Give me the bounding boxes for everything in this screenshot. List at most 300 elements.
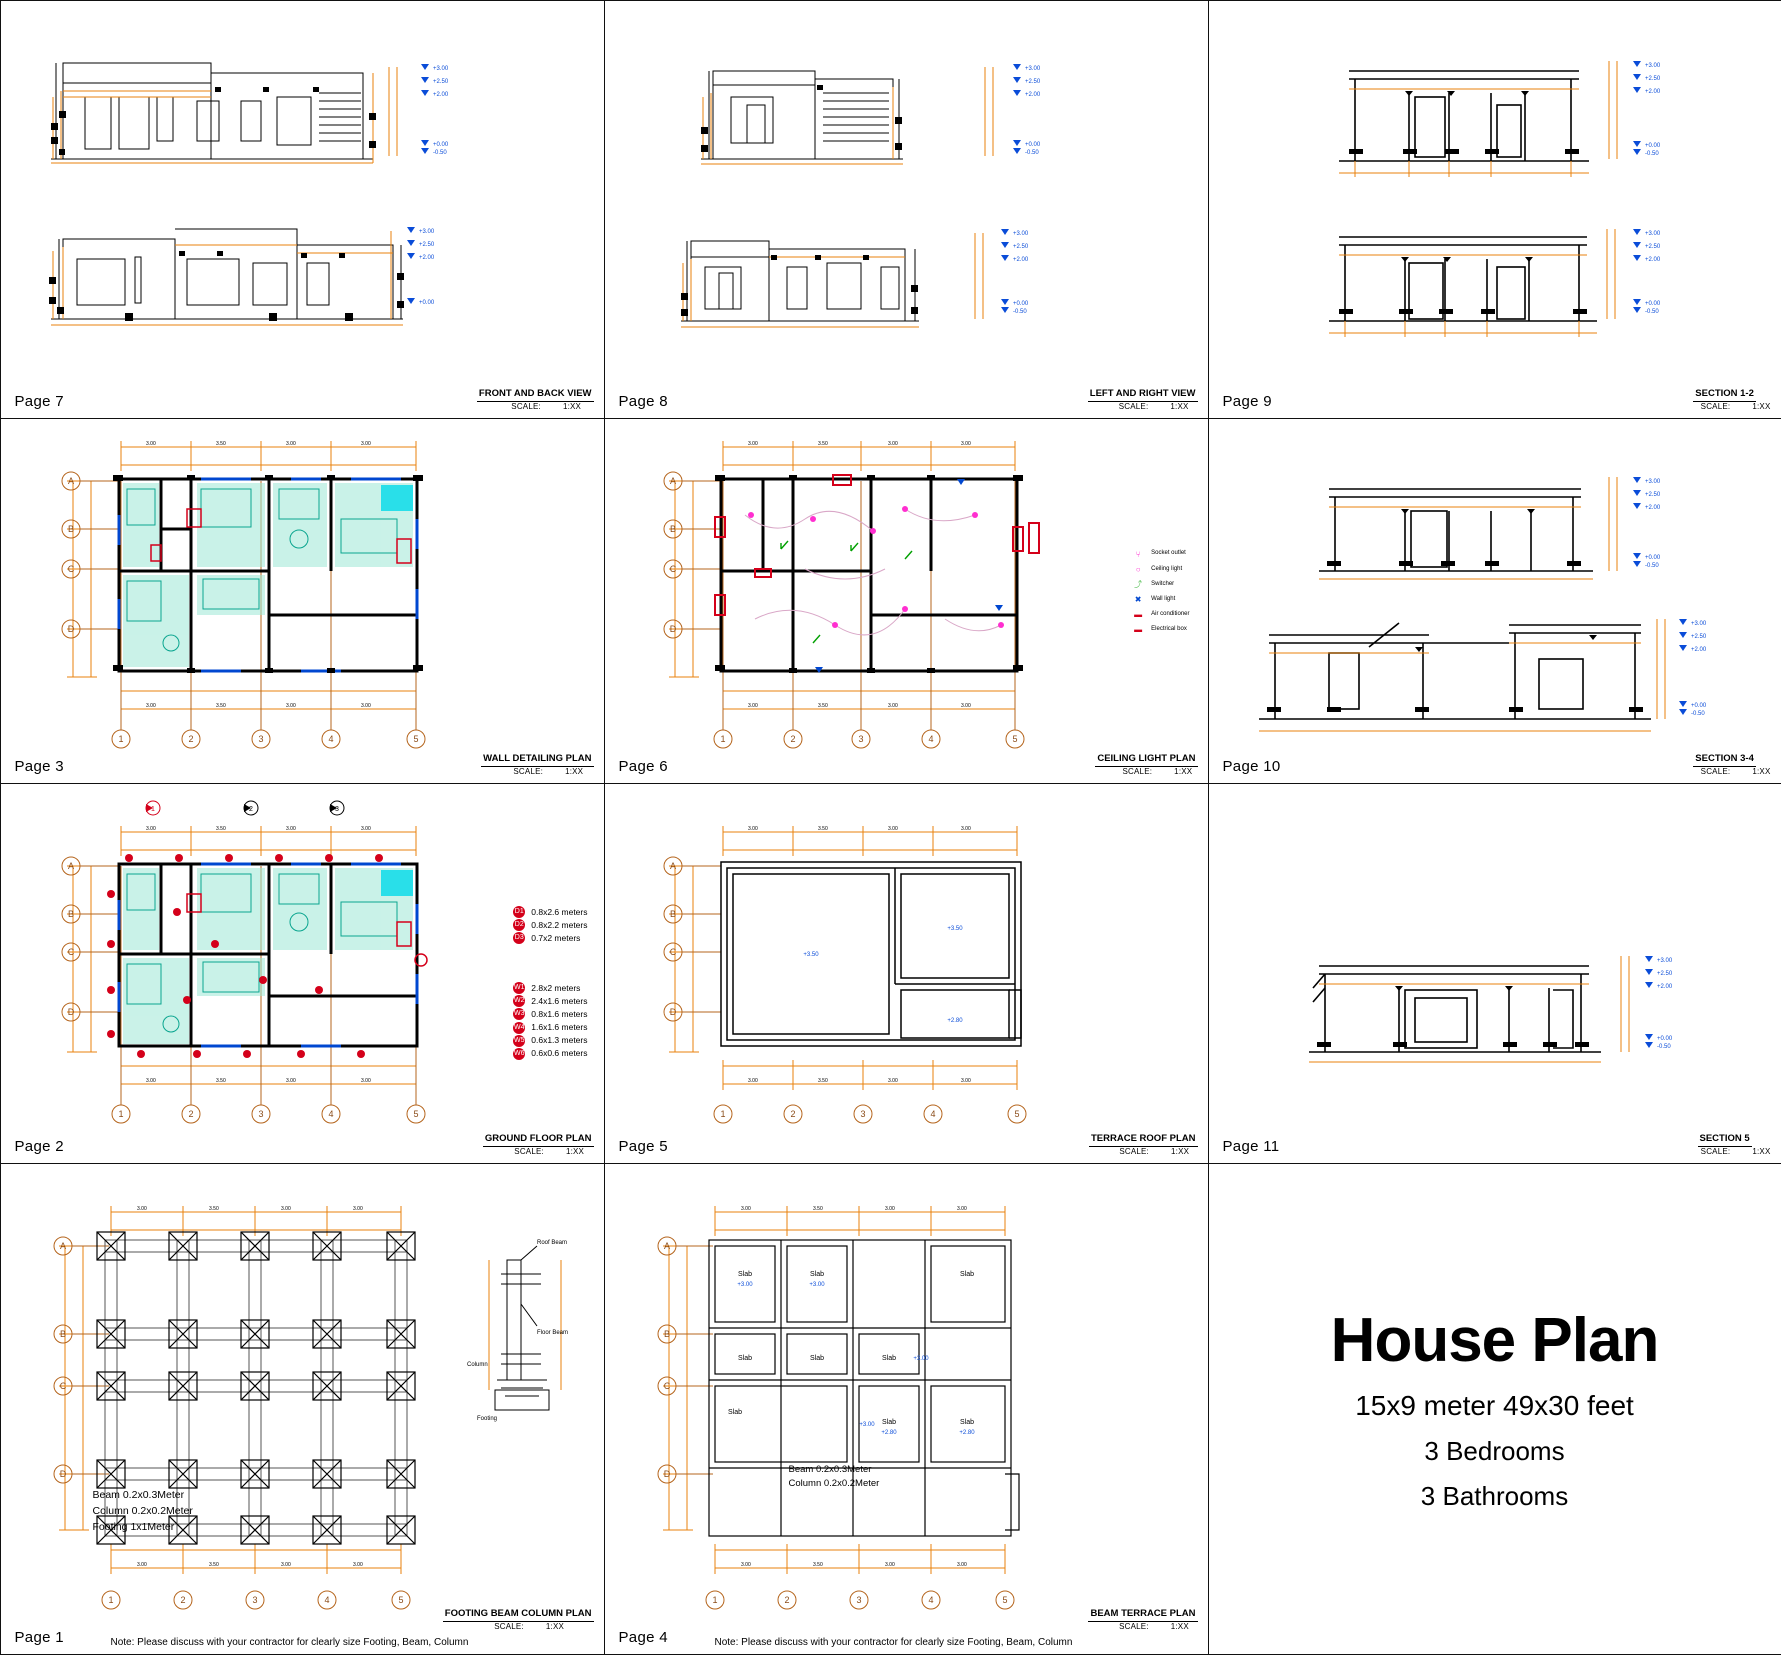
svg-text:4: 4 xyxy=(928,734,933,744)
svg-text:B: B xyxy=(59,1329,65,1339)
svg-text:+2.50: +2.50 xyxy=(1691,634,1707,640)
title-block xyxy=(1679,388,1771,412)
svg-text:3: 3 xyxy=(860,1109,865,1119)
svg-text:4: 4 xyxy=(328,734,333,744)
svg-text:2: 2 xyxy=(790,734,795,744)
svg-text:3.50: 3.50 xyxy=(818,441,828,447)
drawing-title: FOOTING BEAM COLUMN PLAN xyxy=(443,1608,594,1622)
svg-text:+0.00: +0.00 xyxy=(1657,1036,1673,1042)
svg-text:C: C xyxy=(669,564,676,574)
svg-text:+3.00: +3.00 xyxy=(1645,63,1661,69)
window-tag: W1 xyxy=(513,982,525,994)
scale-value: 1:XX xyxy=(566,1147,584,1156)
svg-text:3.00: 3.00 xyxy=(741,1562,751,1568)
window-tag: W5 xyxy=(513,1035,525,1047)
svg-text:3.00: 3.00 xyxy=(137,1562,147,1568)
svg-text:3.50: 3.50 xyxy=(209,1562,219,1568)
svg-text:3.00: 3.00 xyxy=(748,703,758,709)
svg-text:4: 4 xyxy=(324,1595,329,1605)
title-block xyxy=(483,1133,594,1157)
window-schedule-row xyxy=(513,1008,587,1021)
svg-text:D: D xyxy=(67,1007,74,1017)
title-block xyxy=(1088,1608,1197,1632)
door-tag: D2 xyxy=(513,919,525,931)
scale-label: SCALE: xyxy=(513,767,543,776)
front-and-back-elevation-drawing xyxy=(1,1,604,418)
svg-text:3.50: 3.50 xyxy=(216,1078,226,1084)
title-block xyxy=(477,388,594,412)
page-6[interactable] xyxy=(604,418,1209,784)
svg-text:3.00: 3.00 xyxy=(286,1078,296,1084)
svg-text:3.00: 3.00 xyxy=(361,826,371,832)
svg-text:Slab: Slab xyxy=(737,1355,751,1362)
svg-text:3.50: 3.50 xyxy=(818,826,828,832)
cover-size: 15x9 meter 49x30 feet xyxy=(1355,1390,1634,1422)
window-size: 2.4x1.6 meters xyxy=(531,995,587,1008)
legend-item xyxy=(1130,577,1189,592)
scale-label: SCALE: xyxy=(1701,767,1731,776)
window-tag: W2 xyxy=(513,995,525,1007)
window-schedule-row xyxy=(513,982,587,995)
svg-text:+3.50: +3.50 xyxy=(803,952,819,958)
svg-text:3.00: 3.00 xyxy=(748,826,758,832)
svg-text:3.00: 3.00 xyxy=(741,1206,751,1212)
svg-text:3.00: 3.00 xyxy=(281,1206,291,1212)
svg-text:2: 2 xyxy=(180,1595,185,1605)
scale-label: SCALE: xyxy=(511,402,541,411)
window-size: 2.8x2 meters xyxy=(531,982,580,995)
page-5[interactable] xyxy=(604,783,1209,1164)
svg-text:+3.00: +3.00 xyxy=(419,229,435,235)
svg-text:3.00: 3.00 xyxy=(961,703,971,709)
drawing-title: FRONT AND BACK VIEW xyxy=(477,388,594,402)
page-2[interactable] xyxy=(0,783,605,1164)
svg-text:3.00: 3.00 xyxy=(286,703,296,709)
svg-text:+2.00: +2.00 xyxy=(1025,92,1041,98)
beam-structural-notes xyxy=(789,1463,880,1492)
svg-text:+3.00: +3.00 xyxy=(913,1356,929,1362)
svg-text:A: A xyxy=(59,1241,65,1251)
svg-text:+2.50: +2.50 xyxy=(1013,244,1029,250)
svg-text:3.50: 3.50 xyxy=(209,1206,219,1212)
svg-text:+0.00: +0.00 xyxy=(1645,143,1661,149)
svg-text:-0.50: -0.50 xyxy=(1645,563,1659,569)
legend-label: Switcher xyxy=(1151,579,1174,590)
window-size: 0.8x1.6 meters xyxy=(531,1008,587,1021)
svg-text:B: B xyxy=(663,1329,669,1339)
svg-text:3.00: 3.00 xyxy=(353,1562,363,1568)
svg-text:Slab: Slab xyxy=(737,1271,751,1278)
svg-text:A: A xyxy=(663,1241,669,1251)
svg-text:4: 4 xyxy=(328,1109,333,1119)
door-schedule-row xyxy=(513,906,587,919)
svg-text:D: D xyxy=(67,624,74,634)
svg-text:D: D xyxy=(59,1469,66,1479)
drawing-title: SECTION 3-4 xyxy=(1693,753,1756,767)
svg-text:3.00: 3.00 xyxy=(146,441,156,447)
window-size: 0.6x0.6 meters xyxy=(531,1047,587,1060)
svg-text:C: C xyxy=(67,947,74,957)
svg-text:1: 1 xyxy=(712,1595,717,1605)
svg-text:1: 1 xyxy=(151,806,155,813)
scale-label: SCALE: xyxy=(1123,767,1153,776)
svg-text:3.00: 3.00 xyxy=(748,1078,758,1084)
svg-text:3.00: 3.00 xyxy=(961,826,971,832)
svg-text:3.00: 3.00 xyxy=(888,826,898,832)
door-tag: D3 xyxy=(513,932,525,944)
svg-text:Column: Column xyxy=(467,1362,488,1368)
svg-text:3: 3 xyxy=(335,806,339,813)
page-3[interactable] xyxy=(0,418,605,784)
svg-text:+2.50: +2.50 xyxy=(1657,971,1673,977)
svg-text:3.00: 3.00 xyxy=(361,703,371,709)
ground-floor-plan-drawing xyxy=(1,784,604,1163)
column-note: Column 0.2x0.2Meter xyxy=(93,1504,193,1520)
svg-text:+2.00: +2.00 xyxy=(1691,647,1707,653)
svg-text:Slab: Slab xyxy=(809,1271,823,1278)
svg-text:5: 5 xyxy=(413,734,418,744)
svg-text:3.00: 3.00 xyxy=(961,441,971,447)
scale-value: 1:XX xyxy=(1752,767,1770,776)
footing-note: Footing 1x1Meter xyxy=(93,1520,193,1536)
beam-note: Beam 0.2x0.3Meter xyxy=(93,1488,193,1504)
section-3-4-drawing xyxy=(1209,419,1781,783)
svg-text:3.50: 3.50 xyxy=(813,1206,823,1212)
scale-value: 1:XX xyxy=(1752,402,1770,411)
wall-detailing-plan-drawing xyxy=(1,419,604,783)
svg-text:+2.00: +2.00 xyxy=(419,255,435,261)
svg-text:Slab: Slab xyxy=(809,1355,823,1362)
svg-text:+0.00: +0.00 xyxy=(1025,142,1041,148)
drawing-title: BEAM TERRACE PLAN xyxy=(1088,1608,1197,1622)
svg-text:+3.00: +3.00 xyxy=(1645,479,1661,485)
beam-terrace-plan-drawing xyxy=(605,1164,1208,1654)
drawing-title: LEFT AND RIGHT VIEW xyxy=(1088,388,1198,402)
drawing-title: SECTION 1-2 xyxy=(1693,388,1756,402)
svg-text:Slab: Slab xyxy=(959,1271,973,1278)
legend-label: Wall light xyxy=(1151,594,1175,605)
svg-text:3.00: 3.00 xyxy=(353,1206,363,1212)
drawing-title: TERRACE ROOF PLAN xyxy=(1089,1133,1198,1147)
svg-text:2: 2 xyxy=(784,1595,789,1605)
door-schedule xyxy=(513,906,587,946)
page-10[interactable] xyxy=(1208,418,1781,784)
legend-item xyxy=(1130,592,1189,607)
air-conditioner-icon: ▬ xyxy=(1130,607,1146,622)
svg-text:3.00: 3.00 xyxy=(888,703,898,709)
svg-text:3.00: 3.00 xyxy=(957,1562,967,1568)
legend-item xyxy=(1130,622,1189,637)
svg-text:3.50: 3.50 xyxy=(818,1078,828,1084)
svg-text:3.00: 3.00 xyxy=(885,1562,895,1568)
door-size: 0.7x2 meters xyxy=(531,932,580,945)
svg-text:5: 5 xyxy=(1012,734,1017,744)
svg-text:+0.00: +0.00 xyxy=(1013,301,1029,307)
svg-text:+0.00: +0.00 xyxy=(1645,555,1661,561)
svg-text:3.00: 3.00 xyxy=(888,1078,898,1084)
window-size: 1.6x1.6 meters xyxy=(531,1021,587,1034)
svg-text:D: D xyxy=(663,1469,670,1479)
svg-text:1: 1 xyxy=(720,734,725,744)
svg-text:5: 5 xyxy=(413,1109,418,1119)
page-label: Page 7 xyxy=(15,393,64,410)
title-block xyxy=(1679,1133,1771,1157)
svg-text:Slab: Slab xyxy=(881,1419,895,1426)
terrace-roof-plan-drawing xyxy=(605,784,1208,1163)
window-schedule-row xyxy=(513,1021,587,1034)
svg-text:3.50: 3.50 xyxy=(216,826,226,832)
window-size: 0.6x1.3 meters xyxy=(531,1034,587,1047)
page-label: Page 11 xyxy=(1223,1138,1280,1155)
svg-text:C: C xyxy=(669,947,676,957)
svg-text:Slab: Slab xyxy=(727,1409,741,1416)
svg-text:3: 3 xyxy=(856,1595,861,1605)
legend-label: Socket outlet xyxy=(1151,548,1186,559)
svg-text:-0.50: -0.50 xyxy=(1025,150,1039,156)
svg-text:3: 3 xyxy=(258,734,263,744)
svg-text:2: 2 xyxy=(790,1109,795,1119)
svg-text:+2.50: +2.50 xyxy=(433,79,449,85)
legend-label: Air conditioner xyxy=(1151,609,1189,620)
door-tag: D1 xyxy=(513,906,525,918)
socket-outlet-icon: ⑂ xyxy=(1130,547,1146,562)
cover-bedrooms: 3 Bedrooms xyxy=(1424,1436,1564,1467)
svg-text:-0.50: -0.50 xyxy=(1657,1044,1671,1050)
footing-beam-column-plan-drawing xyxy=(1,1164,604,1654)
svg-text:3.50: 3.50 xyxy=(813,1562,823,1568)
page-4[interactable] xyxy=(604,1163,1209,1655)
svg-text:+0.00: +0.00 xyxy=(1645,301,1661,307)
scale-value: 1:XX xyxy=(1752,1147,1770,1156)
window-schedule-row xyxy=(513,995,587,1008)
wall-light-icon: ✖ xyxy=(1130,592,1146,607)
electrical-box-icon: ▬ xyxy=(1130,622,1146,637)
svg-text:3.00: 3.00 xyxy=(961,1078,971,1084)
page-label: Page 9 xyxy=(1223,393,1272,410)
svg-text:3.50: 3.50 xyxy=(216,703,226,709)
svg-text:Roof Beam: Roof Beam xyxy=(537,1240,567,1246)
svg-text:+2.00: +2.00 xyxy=(1645,505,1661,511)
svg-text:1: 1 xyxy=(118,734,123,744)
svg-text:3.00: 3.00 xyxy=(361,441,371,447)
door-schedule-row xyxy=(513,932,587,945)
svg-text:+2.50: +2.50 xyxy=(1645,244,1661,250)
window-schedule xyxy=(513,982,587,1061)
svg-text:3.00: 3.00 xyxy=(286,441,296,447)
svg-text:Slab: Slab xyxy=(881,1355,895,1362)
svg-text:1: 1 xyxy=(108,1595,113,1605)
svg-text:3: 3 xyxy=(252,1595,257,1605)
svg-text:+0.00: +0.00 xyxy=(419,300,435,306)
svg-text:+3.00: +3.00 xyxy=(1013,231,1029,237)
svg-text:B: B xyxy=(67,524,73,534)
svg-text:+2.50: +2.50 xyxy=(1645,76,1661,82)
scale-label: SCALE: xyxy=(1119,1622,1149,1631)
scale-value: 1:XX xyxy=(1174,767,1192,776)
svg-text:+2.80: +2.80 xyxy=(881,1430,897,1436)
svg-text:3.00: 3.00 xyxy=(361,1078,371,1084)
title-block xyxy=(1089,1133,1198,1157)
page-7[interactable] xyxy=(0,0,605,419)
page-label: Page 6 xyxy=(619,758,668,775)
svg-text:+3.00: +3.00 xyxy=(809,1282,825,1288)
svg-text:A: A xyxy=(67,861,73,871)
svg-text:3.00: 3.00 xyxy=(146,703,156,709)
scale-label: SCALE: xyxy=(1701,402,1731,411)
svg-text:1: 1 xyxy=(118,1109,123,1119)
scale-label: SCALE: xyxy=(1119,402,1149,411)
svg-text:-0.50: -0.50 xyxy=(1645,309,1659,315)
cover-title: House Plan xyxy=(1331,1305,1659,1376)
beam-note: Beam 0.2x0.3Meter xyxy=(789,1463,880,1477)
svg-text:+2.50: +2.50 xyxy=(1025,79,1041,85)
svg-text:1: 1 xyxy=(720,1109,725,1119)
cover-content xyxy=(1209,1164,1781,1654)
svg-text:+2.00: +2.00 xyxy=(1645,89,1661,95)
page-label: Page 8 xyxy=(619,393,668,410)
svg-text:A: A xyxy=(669,476,675,486)
drawing-title: CEILING LIGHT PLAN xyxy=(1095,753,1197,767)
scale-label: SCALE: xyxy=(1701,1147,1731,1156)
title-block xyxy=(1679,753,1771,777)
svg-text:+3.00: +3.00 xyxy=(737,1282,753,1288)
svg-text:C: C xyxy=(59,1381,66,1391)
svg-text:3.00: 3.00 xyxy=(281,1562,291,1568)
legend-label: Ceiling light xyxy=(1151,564,1182,575)
switcher-icon: ⤴ xyxy=(1130,577,1146,592)
contractor-note: Note: Please discuss with your contractor for clearly size Footing, Beam, Column xyxy=(111,1637,469,1648)
svg-text:B: B xyxy=(67,909,73,919)
svg-text:5: 5 xyxy=(1002,1595,1007,1605)
svg-text:3.00: 3.00 xyxy=(957,1206,967,1212)
svg-text:+2.00: +2.00 xyxy=(1645,257,1661,263)
svg-text:2: 2 xyxy=(188,1109,193,1119)
scale-value: 1:XX xyxy=(565,767,583,776)
scale-value: 1:XX xyxy=(563,402,581,411)
window-schedule-row xyxy=(513,1047,587,1060)
svg-text:B: B xyxy=(669,909,675,919)
cover-page[interactable] xyxy=(1208,1163,1781,1655)
svg-text:+2.50: +2.50 xyxy=(1645,492,1661,498)
svg-text:-0.50: -0.50 xyxy=(433,150,447,156)
svg-text:+0.00: +0.00 xyxy=(1691,703,1707,709)
drawing-title: SECTION 5 xyxy=(1698,1133,1752,1147)
column-note: Column 0.2x0.2Meter xyxy=(789,1477,880,1491)
scale-value: 1:XX xyxy=(546,1622,564,1631)
ceiling-legend xyxy=(1130,547,1189,638)
svg-text:+2.00: +2.00 xyxy=(1013,257,1029,263)
svg-text:-0.50: -0.50 xyxy=(1013,309,1027,315)
svg-text:3.00: 3.00 xyxy=(146,1078,156,1084)
scale-value: 1:XX xyxy=(1171,1147,1189,1156)
page-9[interactable] xyxy=(1208,0,1781,419)
window-tag: W4 xyxy=(513,1022,525,1034)
page-label: Page 5 xyxy=(619,1138,668,1155)
page-11[interactable] xyxy=(1208,783,1781,1164)
svg-text:Footing: Footing xyxy=(477,1416,497,1422)
svg-text:Floor Beam: Floor Beam xyxy=(537,1330,568,1336)
svg-text:+3.00: +3.00 xyxy=(1645,231,1661,237)
contractor-note: Note: Please discuss with your contractor for clearly size Footing, Beam, Column xyxy=(715,1637,1073,1648)
page-label: Page 10 xyxy=(1223,758,1281,775)
window-tag: W6 xyxy=(513,1048,525,1060)
svg-text:3.50: 3.50 xyxy=(818,703,828,709)
svg-text:C: C xyxy=(67,564,74,574)
svg-text:3.00: 3.00 xyxy=(146,826,156,832)
title-block xyxy=(1088,388,1198,412)
footing-structural-notes xyxy=(93,1488,193,1535)
scale-value: 1:XX xyxy=(1171,1622,1189,1631)
svg-text:+2.50: +2.50 xyxy=(419,242,435,248)
drawing-title: GROUND FLOOR PLAN xyxy=(483,1133,594,1147)
svg-text:+3.00: +3.00 xyxy=(1691,621,1707,627)
svg-text:4: 4 xyxy=(928,1595,933,1605)
page-label: Page 4 xyxy=(619,1629,668,1646)
section-1-2-drawing xyxy=(1209,1,1781,418)
svg-text:3: 3 xyxy=(258,1109,263,1119)
svg-text:+3.00: +3.00 xyxy=(433,66,449,72)
page-label: Page 3 xyxy=(15,758,64,775)
page-8[interactable] xyxy=(604,0,1209,419)
svg-text:+3.00: +3.00 xyxy=(1657,958,1673,964)
legend-item xyxy=(1130,547,1189,562)
svg-text:B: B xyxy=(669,524,675,534)
svg-text:+2.80: +2.80 xyxy=(959,1430,975,1436)
scale-value: 1:XX xyxy=(1170,402,1188,411)
svg-text:4: 4 xyxy=(930,1109,935,1119)
svg-text:3.00: 3.00 xyxy=(888,441,898,447)
svg-text:5: 5 xyxy=(398,1595,403,1605)
svg-text:3: 3 xyxy=(858,734,863,744)
svg-text:D: D xyxy=(669,1007,676,1017)
scale-label: SCALE: xyxy=(1119,1147,1149,1156)
ceiling-light-icon: ○ xyxy=(1130,562,1146,577)
svg-text:A: A xyxy=(67,476,73,486)
svg-text:+2.00: +2.00 xyxy=(433,92,449,98)
door-schedule-row xyxy=(513,919,587,932)
ceiling-light-plan-drawing xyxy=(605,419,1208,783)
legend-item xyxy=(1130,562,1189,577)
window-tag: W3 xyxy=(513,1008,525,1020)
svg-text:3.00: 3.00 xyxy=(286,826,296,832)
svg-text:+0.00: +0.00 xyxy=(433,142,449,148)
svg-text:3.00: 3.00 xyxy=(885,1206,895,1212)
page-1[interactable] xyxy=(0,1163,605,1655)
svg-text:2: 2 xyxy=(249,806,253,813)
svg-text:+2.00: +2.00 xyxy=(1657,984,1673,990)
svg-text:+3.50: +3.50 xyxy=(947,926,963,932)
door-size: 0.8x2.6 meters xyxy=(531,906,587,919)
svg-text:2: 2 xyxy=(188,734,193,744)
svg-text:3.50: 3.50 xyxy=(216,441,226,447)
section-5-drawing xyxy=(1209,784,1781,1163)
svg-text:C: C xyxy=(663,1381,670,1391)
page-label: Page 2 xyxy=(15,1138,64,1155)
svg-text:5: 5 xyxy=(1014,1109,1019,1119)
svg-text:3.00: 3.00 xyxy=(137,1206,147,1212)
door-size: 0.8x2.2 meters xyxy=(531,919,587,932)
legend-item xyxy=(1130,607,1189,622)
svg-text:A: A xyxy=(669,861,675,871)
svg-text:+2.80: +2.80 xyxy=(947,1018,963,1024)
title-block xyxy=(481,753,593,777)
window-schedule-row xyxy=(513,1034,587,1047)
legend-label: Electrical box xyxy=(1151,624,1187,635)
page-label: Page 1 xyxy=(15,1629,64,1646)
svg-text:D: D xyxy=(669,624,676,634)
svg-text:Slab: Slab xyxy=(959,1419,973,1426)
left-and-right-elevation-drawing xyxy=(605,1,1208,418)
